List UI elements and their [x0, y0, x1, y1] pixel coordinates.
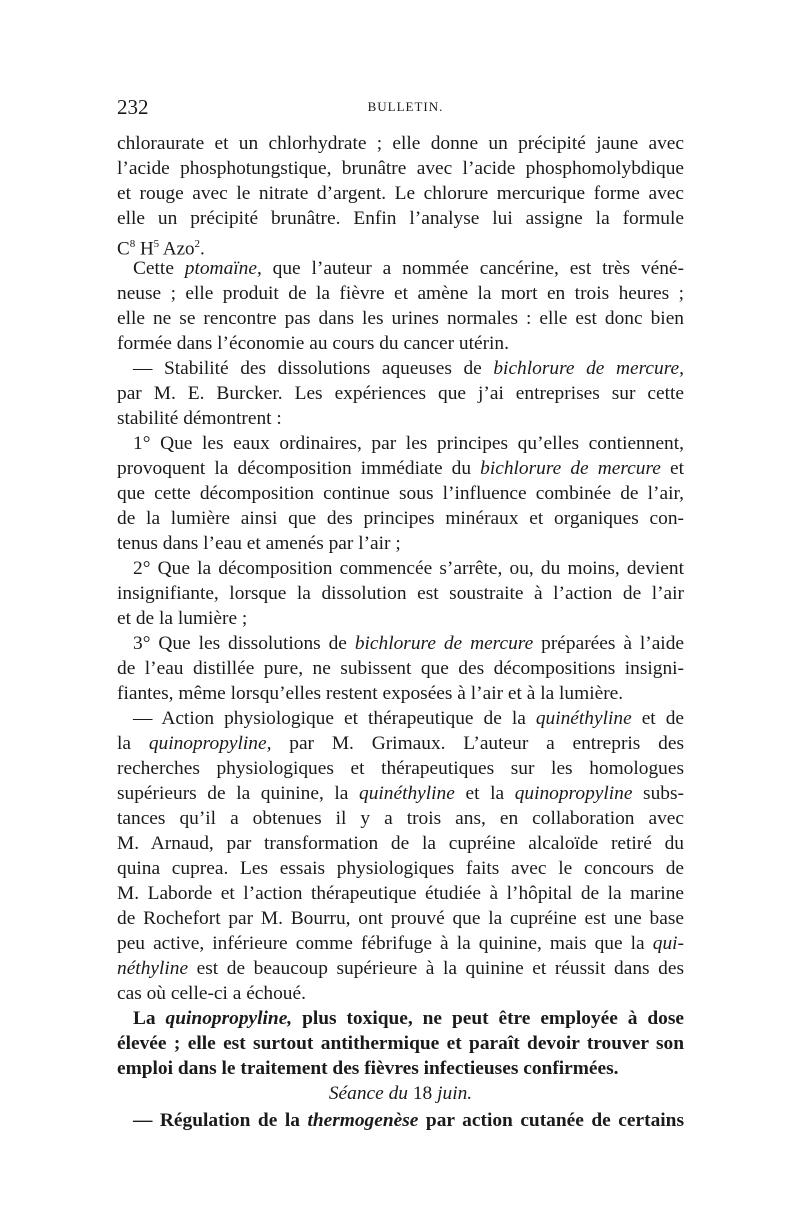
formula-index: 2: [194, 238, 201, 250]
text-span: formée dans l’économie au cours du cancer utérin.: [117, 333, 509, 354]
page-header: [117, 94, 684, 120]
text-line: [117, 156, 684, 182]
text-span: M. Laborde et l’action thérapeutique étudiée à l’hôpital de la marine: [117, 883, 684, 904]
italic-term: qui-: [652, 933, 684, 954]
session-date: 18: [408, 1083, 438, 1104]
italic-term: quinopropyline: [514, 783, 633, 804]
text-span: par M. E. Burcker. Les expériences que j’ai entreprises sur cette: [117, 383, 684, 404]
text-span: elle ne se rencontre pas dans les urines normales : elle est donc bien: [117, 308, 684, 329]
formula-index: 8: [129, 238, 136, 250]
text-span: stabilité démontrent :: [117, 408, 282, 429]
formula-punctuation: .: [200, 238, 205, 260]
text-span: recherches physiologiques et thérapeutiques sur les homologues: [117, 758, 684, 779]
text-line: [133, 706, 684, 732]
text-line: [133, 431, 684, 457]
text-span: insignifiante, lorsque la dissolution est soustraite à l’action de l’air: [117, 583, 684, 604]
text-span: quina cuprea. Les essais physiologiques faits avec le concours de: [117, 858, 684, 879]
italic-term: quinéthyline: [359, 783, 455, 804]
chemical-formula: [117, 231, 684, 260]
text-line: [133, 1006, 684, 1032]
text-span: de l’eau distillée pure, ne subissent que des décompositions insigni-: [117, 658, 684, 679]
text-line: [117, 1031, 684, 1057]
text-line: [117, 606, 684, 632]
text-span: et: [660, 458, 684, 479]
text-line: [117, 531, 684, 557]
text-span: La: [133, 1008, 166, 1029]
text-line: [133, 356, 684, 382]
text-line: [117, 856, 684, 882]
text-span: que cette décomposition continue sous l’influence combinée de l’air,: [117, 483, 684, 504]
formula-index: 5: [153, 238, 160, 250]
text-span: et de la lumière ;: [117, 608, 248, 629]
text-span: fiantes, même lorsqu’elles restent exposées à l’air et à la lumière.: [117, 683, 624, 704]
text-line: [133, 631, 684, 657]
text-span: l’acide phosphotungstique, brunâtre avec l’acide phosphomolybdique: [117, 158, 684, 179]
text-line: [117, 831, 684, 857]
text-span: — Stabilité des dissolutions aqueuses de: [133, 358, 494, 379]
text-span: par action cutanée de certains: [418, 1110, 684, 1131]
text-span: 3° Que les dissolutions de: [133, 633, 355, 654]
text-span: emploi dans le traitement des fièvres infectieuses confirmées.: [117, 1058, 619, 1079]
session-heading: [117, 1081, 684, 1107]
text-span: provoquent la décomposition immédiate du: [117, 458, 481, 479]
text-line: [117, 206, 684, 232]
italic-term: bichlorure de mercure: [480, 458, 661, 479]
text-line: [117, 681, 684, 707]
text-span: de la lumière ainsi que des principes minéraux et organiques con-: [117, 508, 684, 529]
text-span: la: [117, 733, 149, 754]
running-head: BULLETIN.: [367, 99, 444, 114]
text-span: cas où celle-ci a échoué.: [117, 983, 306, 1004]
text-span: et rouge avec le nitrate d’argent. Le chlorure mercurique forme avec: [117, 183, 684, 204]
text-line: [117, 906, 684, 932]
text-span: supérieurs de la quinine, la: [117, 783, 360, 804]
text-span: — Action physiologique et thérapeutique de la: [133, 708, 536, 729]
italic-term: ptomaïne: [184, 258, 257, 279]
italic-term: thermogenèse: [307, 1110, 419, 1131]
text-span: par M. Grimaux. L’auteur a entrepris des: [271, 733, 684, 754]
text-span: tenus dans l’eau et amenés par l’air ;: [117, 533, 401, 554]
text-line: [117, 1056, 684, 1082]
italic-term: bichlorure de mercure: [354, 633, 534, 654]
italic-term: bichlorure de mercure,: [493, 358, 684, 379]
formula-element: H: [139, 238, 154, 260]
text-line: [117, 781, 684, 807]
text-line: [133, 1108, 684, 1134]
text-line: [117, 306, 684, 332]
text-line: [117, 981, 684, 1007]
text-span: plus toxique, ne peut être employée à dose: [292, 1008, 684, 1029]
italic-term: néthyline: [117, 958, 189, 979]
text-span: neuse ; elle produit de la fièvre et amène la mort en trois heures ;: [117, 283, 684, 304]
text-span: peu active, inférieure comme fébrifuge à la quinine, mais que la: [117, 933, 653, 954]
text-line: [117, 181, 684, 207]
text-line: [117, 806, 684, 832]
text-line: [117, 881, 684, 907]
text-line: [117, 956, 684, 982]
text-line: [117, 731, 684, 757]
text-span: Cette: [133, 258, 185, 279]
text-span: de Rochefort par M. Bourru, ont prouvé que la cupréine est une base: [117, 908, 684, 929]
text-span: et de: [631, 708, 684, 729]
text-line: [117, 381, 684, 407]
text-line: [117, 131, 684, 157]
text-line: [117, 406, 684, 432]
text-line: [117, 456, 684, 482]
text-span: 1° Que les eaux ordinaires, par les principes qu’elles contiennent,: [133, 433, 684, 454]
formula-element: Azo: [162, 238, 195, 260]
text-line: [117, 931, 684, 957]
text-line: [117, 481, 684, 507]
text-line: [117, 331, 684, 357]
italic-term: juin.: [437, 1083, 473, 1104]
text-span: tances qu’il a obtenues il y a trois ans, en collaboration avec: [117, 808, 684, 829]
text-span: — Régulation de la: [133, 1110, 308, 1131]
italic-term: quinopropyline,: [148, 733, 272, 754]
text-span: et la: [454, 783, 515, 804]
text-span: préparées à l’aide: [533, 633, 684, 654]
text-span: 2° Que la décomposition commencée s’arrête, ou, du moins, devient: [133, 558, 684, 579]
text-span: chloraurate et un chlorhydrate ; elle donne un précipité jaune avec: [117, 133, 684, 154]
text-span: subs-: [632, 783, 684, 804]
text-line: [117, 506, 684, 532]
text-span: M. Arnaud, par transformation de la cupréine alcaloïde retiré du: [117, 833, 684, 854]
italic-term: quinéthyline: [535, 708, 632, 729]
text-line: [117, 756, 684, 782]
text-line: [133, 256, 684, 282]
text-span: élevée ; elle est surtout antithermique et paraît devoir trouver son: [117, 1033, 684, 1054]
text-span: , que l’auteur a nommée cancérine, est très véné-: [256, 258, 684, 279]
text-line: [117, 281, 684, 307]
page-number: 232: [117, 95, 149, 119]
text-line: [133, 556, 684, 582]
italic-term: Séance du: [328, 1083, 409, 1104]
text-span: elle un précipité brunâtre. Enfin l’analyse lui assigne la formule: [117, 208, 684, 229]
formula-element: C: [117, 238, 130, 260]
text-span: est de beaucoup supérieure à la quinine et réussit dans des: [188, 958, 684, 979]
text-line: [117, 581, 684, 607]
italic-term: quinopropyline,: [165, 1008, 293, 1029]
text-line: [117, 656, 684, 682]
